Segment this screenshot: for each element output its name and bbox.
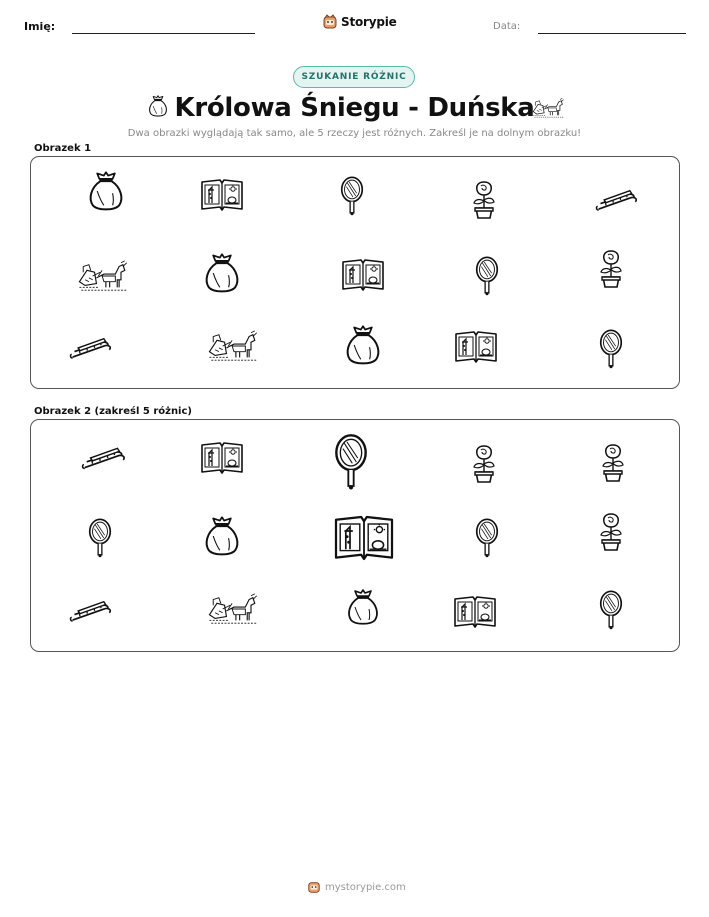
mirror-icon [597, 325, 625, 373]
name-label: Imię: [24, 20, 56, 33]
mirror-icon [338, 173, 366, 219]
brand-name: Storypie [341, 15, 397, 29]
sled-icon[interactable] [81, 442, 127, 472]
horses-sleigh-icon [532, 97, 566, 119]
mirror-icon [473, 253, 501, 299]
book-icon[interactable] [197, 438, 247, 478]
sack-icon [341, 323, 385, 367]
book-icon [338, 255, 388, 295]
page-title: Królowa Śniegu - Duńska [174, 93, 535, 123]
book-icon [451, 327, 501, 367]
mirror-icon[interactable] [86, 514, 114, 562]
rose-icon [595, 245, 627, 293]
sled-icon [595, 185, 639, 213]
mirror-icon[interactable] [331, 426, 371, 498]
sack-icon[interactable] [199, 514, 245, 558]
footer-url[interactable]: mystorypie.com [325, 881, 406, 893]
sled-icon[interactable] [69, 596, 113, 624]
sack-icon [199, 251, 245, 295]
book-icon[interactable] [327, 510, 401, 566]
footer [307, 880, 406, 894]
picture1-label: Obrazek 1 [34, 143, 92, 154]
book-icon[interactable] [451, 592, 499, 632]
rose-icon[interactable] [595, 508, 627, 556]
horses-sleigh-icon [77, 259, 131, 293]
date-line[interactable] [538, 33, 686, 34]
horses-sleigh-icon [207, 329, 261, 363]
rose-icon [468, 177, 500, 223]
mirror-icon[interactable] [597, 586, 625, 634]
mirror-icon[interactable] [473, 514, 501, 562]
picture2-label: Obrazek 2 (zakreśl 5 różnic) [34, 406, 192, 417]
brand-logo [322, 14, 397, 30]
storypie-mascot-icon [322, 14, 338, 30]
picture2-panel[interactable] [30, 419, 680, 652]
date-label: Data: [493, 21, 521, 32]
horses-sleigh-icon[interactable] [207, 592, 261, 626]
storypie-mascot-icon [307, 880, 321, 894]
sack-icon [84, 169, 128, 213]
instructions: Dwa obrazki wyglądają tak samo, ale 5 rzeczy jest różnych. Zakreśl je na dolnym obrazku! [127, 128, 582, 139]
picture1-panel [30, 156, 680, 389]
book-icon [197, 175, 247, 215]
rose-icon[interactable] [468, 440, 500, 488]
sack-icon[interactable] [343, 586, 383, 628]
rose-icon[interactable] [597, 438, 629, 488]
name-line[interactable] [72, 33, 255, 34]
activity-badge: SZUKANIE RÓŻNIC [293, 66, 415, 88]
sled-icon [69, 333, 113, 361]
